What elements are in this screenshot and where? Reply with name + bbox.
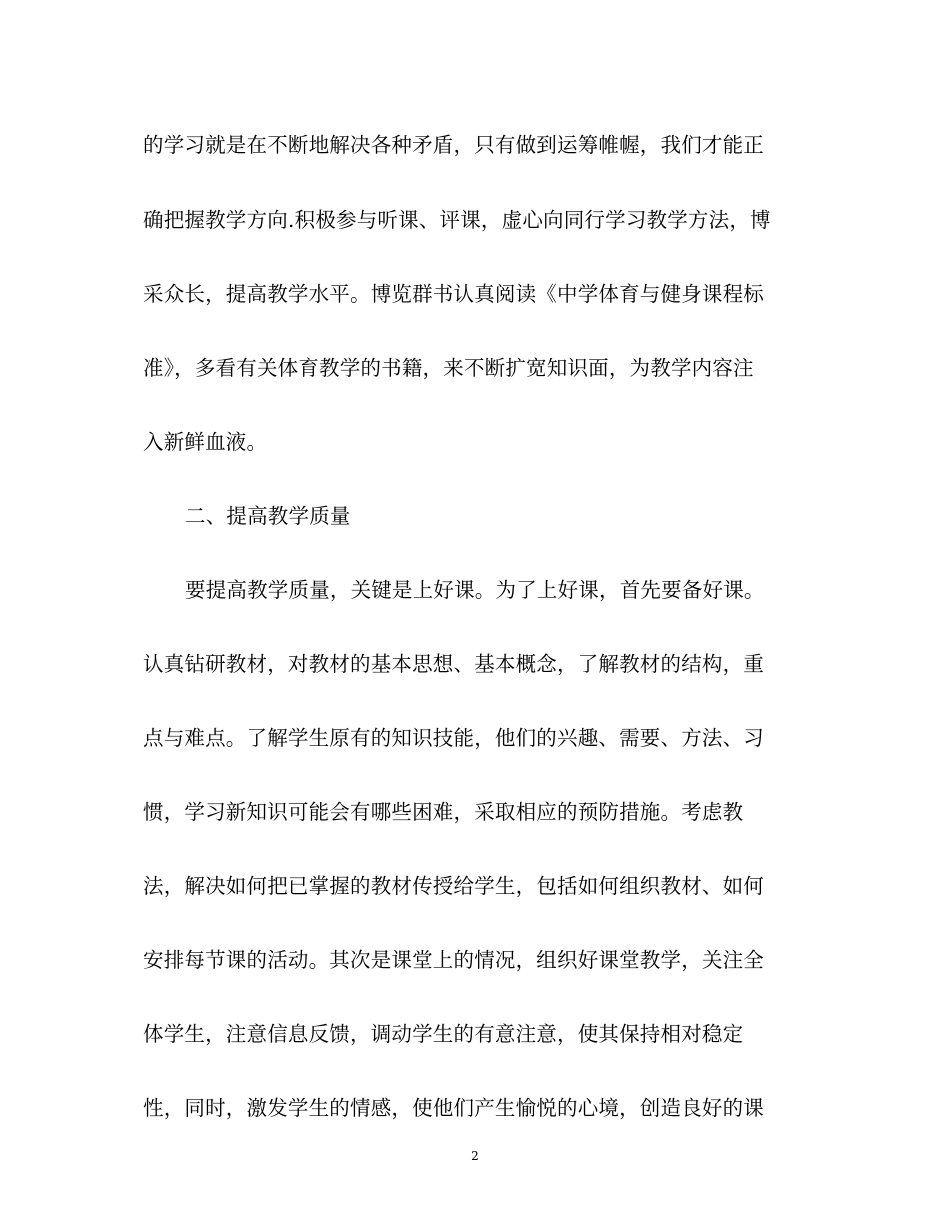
- page-number: 2: [471, 1149, 479, 1163]
- section-heading: 二、提高教学质量: [185, 504, 351, 528]
- body-text-line: 采众长，提高教学水平。博览群书认真阅读《中学体育与健身课程标: [143, 282, 764, 306]
- body-text-line: 的学习就是在不断地解决各种矛盾，只有做到运筹帷幄，我们才能正: [143, 133, 764, 157]
- body-text-line: 认真钻研教材，对教材的基本思想、基本概念，了解教材的结构，重: [143, 652, 764, 676]
- body-text-line: 点与难点。了解学生原有的知识技能，他们的兴趣、需要、方法、习: [143, 726, 764, 750]
- paragraph-first-line: 要提高教学质量，关键是上好课。为了上好课，首先要备好课。: [185, 578, 765, 602]
- body-text-line: 性，同时，激发学生的情感，使他们产生愉悦的心境，创造良好的课: [143, 1096, 764, 1120]
- body-text-line: 入新鲜血液。: [143, 430, 268, 454]
- body-text-line: 安排每节课的活动。其次是课堂上的情况，组织好课堂教学，关注全: [143, 948, 764, 972]
- body-text-line: 法，解决如何把已掌握的教材传授给学生，包括如何组织教材、如何: [143, 874, 764, 898]
- body-text-line: 惯，学习新知识可能会有哪些困难，采取相应的预防措施。考虑教: [143, 800, 744, 824]
- body-text-line: 体学生，注意信息反馈，调动学生的有意注意，使其保持相对稳定: [143, 1022, 744, 1046]
- body-text-line: 确把握教学方向.积极参与听课、评课，虚心向同行学习教学方法，博: [143, 208, 771, 232]
- body-text-line: 准》，多看有关体育教学的书籍，来不断扩宽知识面，为教学内容注: [143, 356, 754, 380]
